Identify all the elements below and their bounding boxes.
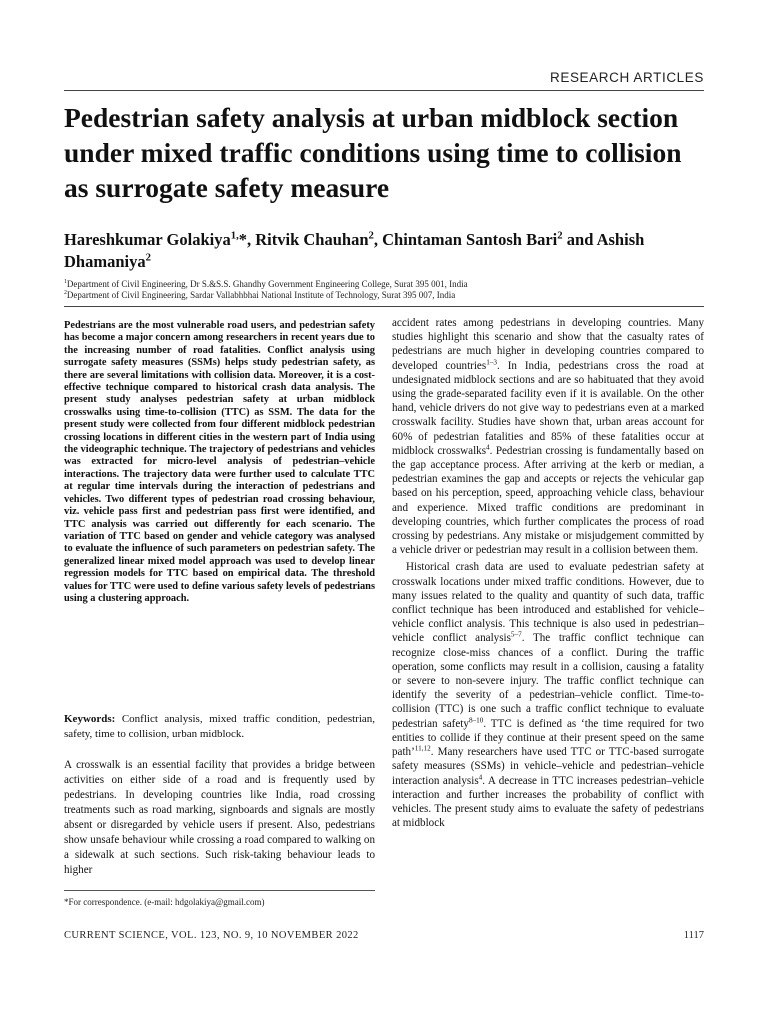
body-paragraph-2: Historical crash data are used to evaluate pedestrian safety at crosswalk locations under mixed traffic conditions. However, due to many issues related to the quality and quantity of such data, traffic conflict technique has been introduced and established for vehicle–vehicle conflict analysis. This technique is also used in pedestrian–vehicle conflict analysis$^{5-7}$. The traffic conflict technique can recognize close-miss chances of a conflict. During the traffic operation, some conflicts may result in a collision, causing a fatality or severe to non-severe injury. The traffic conflict technique can identify the severity of a pedestrian–vehicle conflict. Time-to-collision (TTC) is one such a traffic conflict technique to evaluate pedestrian safety$^{8-10}$. TTC is defined as ‘the time required for two entities to collide if they continue at their present speed on the same path’$^{11,12}$. Many researchers have used TTC or TTC-based surrogate safety measures (SSMs) in vehicle–vehicle and pedestrian–vehicle interaction analysis$^4$. A decrease in TTC increases pedestrian–vehicle interaction and further increases the probability of conflict with vehicles. The present study aims to evaluate the safety of pedestrians at midblock <box>392 561 705 830</box>
journal-footer: CURRENT SCIENCE, VOL. 123, NO. 9, 10 NOVEMBER 2022 <box>64 930 359 941</box>
article-title: Pedestrian safety analysis at urban midblock section under mixed traffic conditions using time to collision as surrogate safety measure <box>64 102 682 203</box>
keywords-label: Keywords: <box>64 713 116 725</box>
author-separator: , <box>373 230 383 249</box>
keywords <box>64 712 375 742</box>
section-label: RESEARCH ARTICLES <box>550 70 704 85</box>
intro-paragraph: A crosswalk is an essential facility that provides a bridge between activities on either side of a road and is frequently used by pedestrians. In developing countries like India, road crossing treatments such as road marking, signboards and signals are mostly absent or disregarded by vehicle users if present. Also, pedestrians show unsafe behaviour while crossing a road compared to walking on a sidewalk at such sections. Such risk-taking behaviour leads to higher <box>64 759 375 876</box>
author-affiliation-mark: 1, <box>230 229 239 242</box>
affiliation-rule <box>64 306 704 307</box>
affiliation-2 <box>64 289 704 301</box>
author-list <box>64 229 704 273</box>
author-affiliation-mark: 2 <box>145 251 151 264</box>
author-separator: , <box>247 230 256 249</box>
affiliation-text: Department of Civil Engineering, Sardar Vallabhbhai National Institute of Technology, Surat 395 007, India <box>66 290 456 300</box>
body-paragraph-1: accident rates among pedestrians in developing countries. Many studies highlight this scenario and show that the casualty rates of pedestrians are much higher in developing countries compared to developed countries$^{1-3}$. In India, pedestrians cross the road at undesignated midblock sections and are so habituated that they avoid using the grade-separated facility even if it is available. On the other hand, vehicle drivers do not give way to pedestrians even at a marked crosswalk facility. Studies have shown that, urban areas account for 60% of pedestrian fatalities and 85% of these fatalities occur at midblock crosswalks$^4$. Pedestrian crossing is fundamentally based on the gap acceptance process. After arriving at the kerb or median, a pedestrian examines the gap and accepts or rejects the vehicular gap based on his perception, speed, approaching vehicle class, behaviour and experience. Mixed traffic conditions are predominant in developing countries, which further complicates the process of road crossing by pedestrians. Any mistake or misjudgement committed by a vehicle driver or pedestrian may result in a collision between them. <box>392 317 704 557</box>
abstract: Pedestrians are the most vulnerable road users, and pedestrian safety has become a major concern among researchers in recent years due to the increasing number of road fatalities. Conflict analysis using surrogate safety measures (SSMs) helps study pedestrian safety, as there are several limitations with collision data. Moreover, it is a cost-effective technique compared to historical crash data analysis. The present study analyses pedestrian safety at urban midblock crosswalks using time-to-collision (TTC) as SSM. The data for the present study were collected from four different midblock pedestrian crossing locations in different cities in the western part of India using the videographic technique. The trajectory of pedestrians and vehicles was extracted for micro-level analysis of pedestrian–vehicle interactions. The trajectory data were further used to calculate TTC at regular time intervals during the interaction of pedestrians and vehicles. Two different types of pedestrian road crossing behaviour, viz. vehicle pass first and pedestrian pass first were identified, and TTC analysis was carried out differently for each scenario. The variation of TTC based on gender and vehicle category was analysed to evaluate the influence of such parameters on pedestrian safety. The generalized linear mixed model approach was used to develop linear regression models for TTC based on empirical data. The threshold values for TTC were used to define various safety levels of pedestrians using a clustering approach. <box>64 320 375 604</box>
author-name: Hareshkumar Golakiya <box>64 230 231 249</box>
citation-mark: 4 <box>486 443 490 452</box>
page-number: 1117 <box>683 930 704 941</box>
affiliation-text: Department of Civil Engineering, Dr S.&S.S. Ghandhy Government Engineering College, Surat 395 001, India <box>66 279 468 289</box>
affiliation-number: 1 <box>64 279 67 285</box>
citation-mark: 5–7 <box>510 630 522 639</box>
author-name: Chintaman Santosh Bari <box>382 230 558 249</box>
author-name: Ashish Dhamaniya <box>64 230 645 271</box>
author-affiliation-mark: 2 <box>557 229 563 242</box>
keywords-text: Conflict analysis, mixed traffic condition, pedestrian, safety, time to collision, urban midblock. <box>64 713 376 740</box>
citation-mark: 1–3 <box>486 357 497 366</box>
header-rule <box>64 90 704 91</box>
affiliation-number: 2 <box>64 290 67 296</box>
author-separator: and <box>562 230 597 249</box>
correspondence-footnote: *For correspondence. (e-mail: hdgolakiya@gmail.com) <box>64 897 265 907</box>
right-column <box>392 316 704 830</box>
author-affiliation-mark: 2 <box>368 229 374 242</box>
citation-mark: 8–10 <box>468 716 484 724</box>
author-name: Ritvik Chauhan <box>255 230 369 249</box>
footnote-rule <box>64 890 375 891</box>
citation-mark: 4 <box>478 772 483 781</box>
citation-mark: 11,12 <box>414 744 431 753</box>
corresponding-author-marker: * <box>238 230 248 249</box>
